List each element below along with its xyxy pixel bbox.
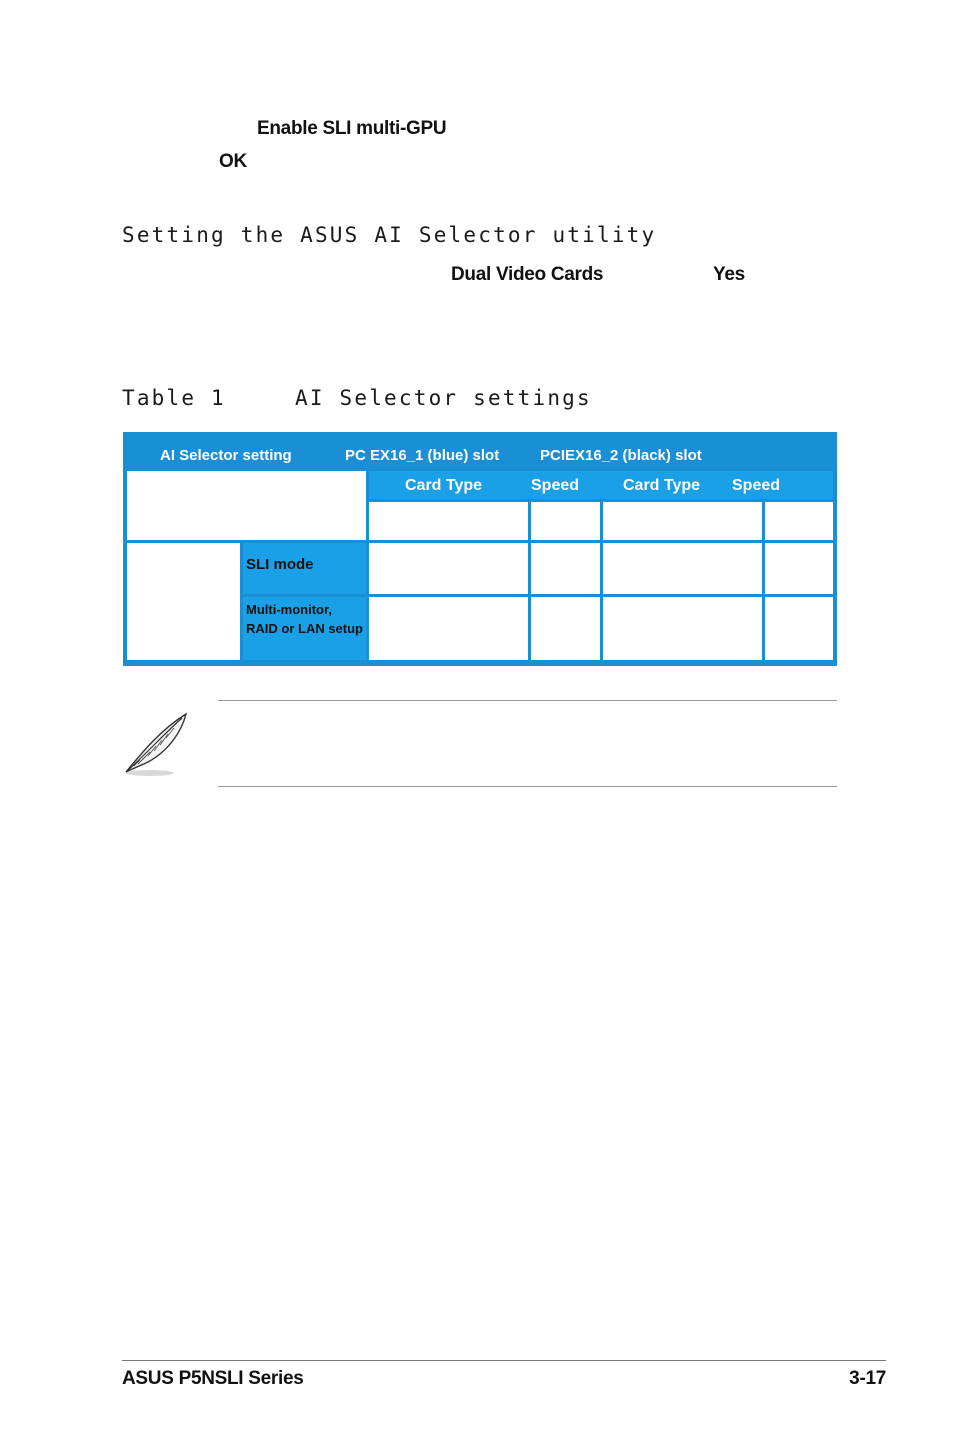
- ai-selector-table: [123, 432, 837, 666]
- table-caption-title: AI Selector settings: [295, 386, 592, 410]
- table-cell: [369, 543, 528, 594]
- header-speed-1: Speed: [531, 477, 580, 494]
- header-slot-1: PC EX16_1 (blue) slot: [345, 447, 500, 464]
- header-card-type-1: Card Type: [405, 477, 483, 494]
- step-term-enable-sli: Enable SLI multi-GPU: [257, 118, 447, 139]
- table-cell: [765, 543, 833, 594]
- table-caption-label: Table 1: [122, 386, 226, 410]
- header-ai-selector-setting: AI Selector setting: [160, 447, 292, 464]
- term-dual-video-cards: Dual Video Cards: [451, 264, 604, 285]
- table-cell: [603, 502, 762, 540]
- table-cell: [603, 597, 762, 660]
- table-cell: [531, 543, 600, 594]
- header-blank-cell: [127, 471, 366, 540]
- table-cell: [765, 502, 833, 540]
- header-slot-2: PCIEX16_2 (black) slot: [540, 447, 702, 464]
- note-rule-bottom: [218, 786, 837, 787]
- term-yes: Yes: [713, 264, 745, 285]
- header-speed-2: Speed: [732, 477, 781, 494]
- note-rule-top: [218, 700, 837, 701]
- row-label-multi-monitor: Multi-monitor, RAID or LAN setup: [246, 602, 363, 636]
- table-cell: [531, 597, 600, 660]
- footer-rule: [122, 1360, 886, 1361]
- table-cell: [369, 597, 528, 660]
- row-label-sli-mode: SLI mode: [246, 556, 314, 573]
- mode-group-cell: [127, 543, 240, 660]
- section-heading: Setting the ASUS AI Selector utility: [122, 223, 657, 247]
- header-card-type-2: Card Type: [623, 477, 701, 494]
- step-term-ok: OK: [219, 151, 247, 172]
- footer-page-number: 3-17: [849, 1368, 886, 1389]
- table-cell: [369, 502, 528, 540]
- table-cell: [531, 502, 600, 540]
- table-cell: [765, 597, 833, 660]
- footer-product-name: ASUS P5NSLI Series: [122, 1368, 304, 1389]
- table-cell: [603, 543, 762, 594]
- quill-feather-icon: [120, 710, 190, 780]
